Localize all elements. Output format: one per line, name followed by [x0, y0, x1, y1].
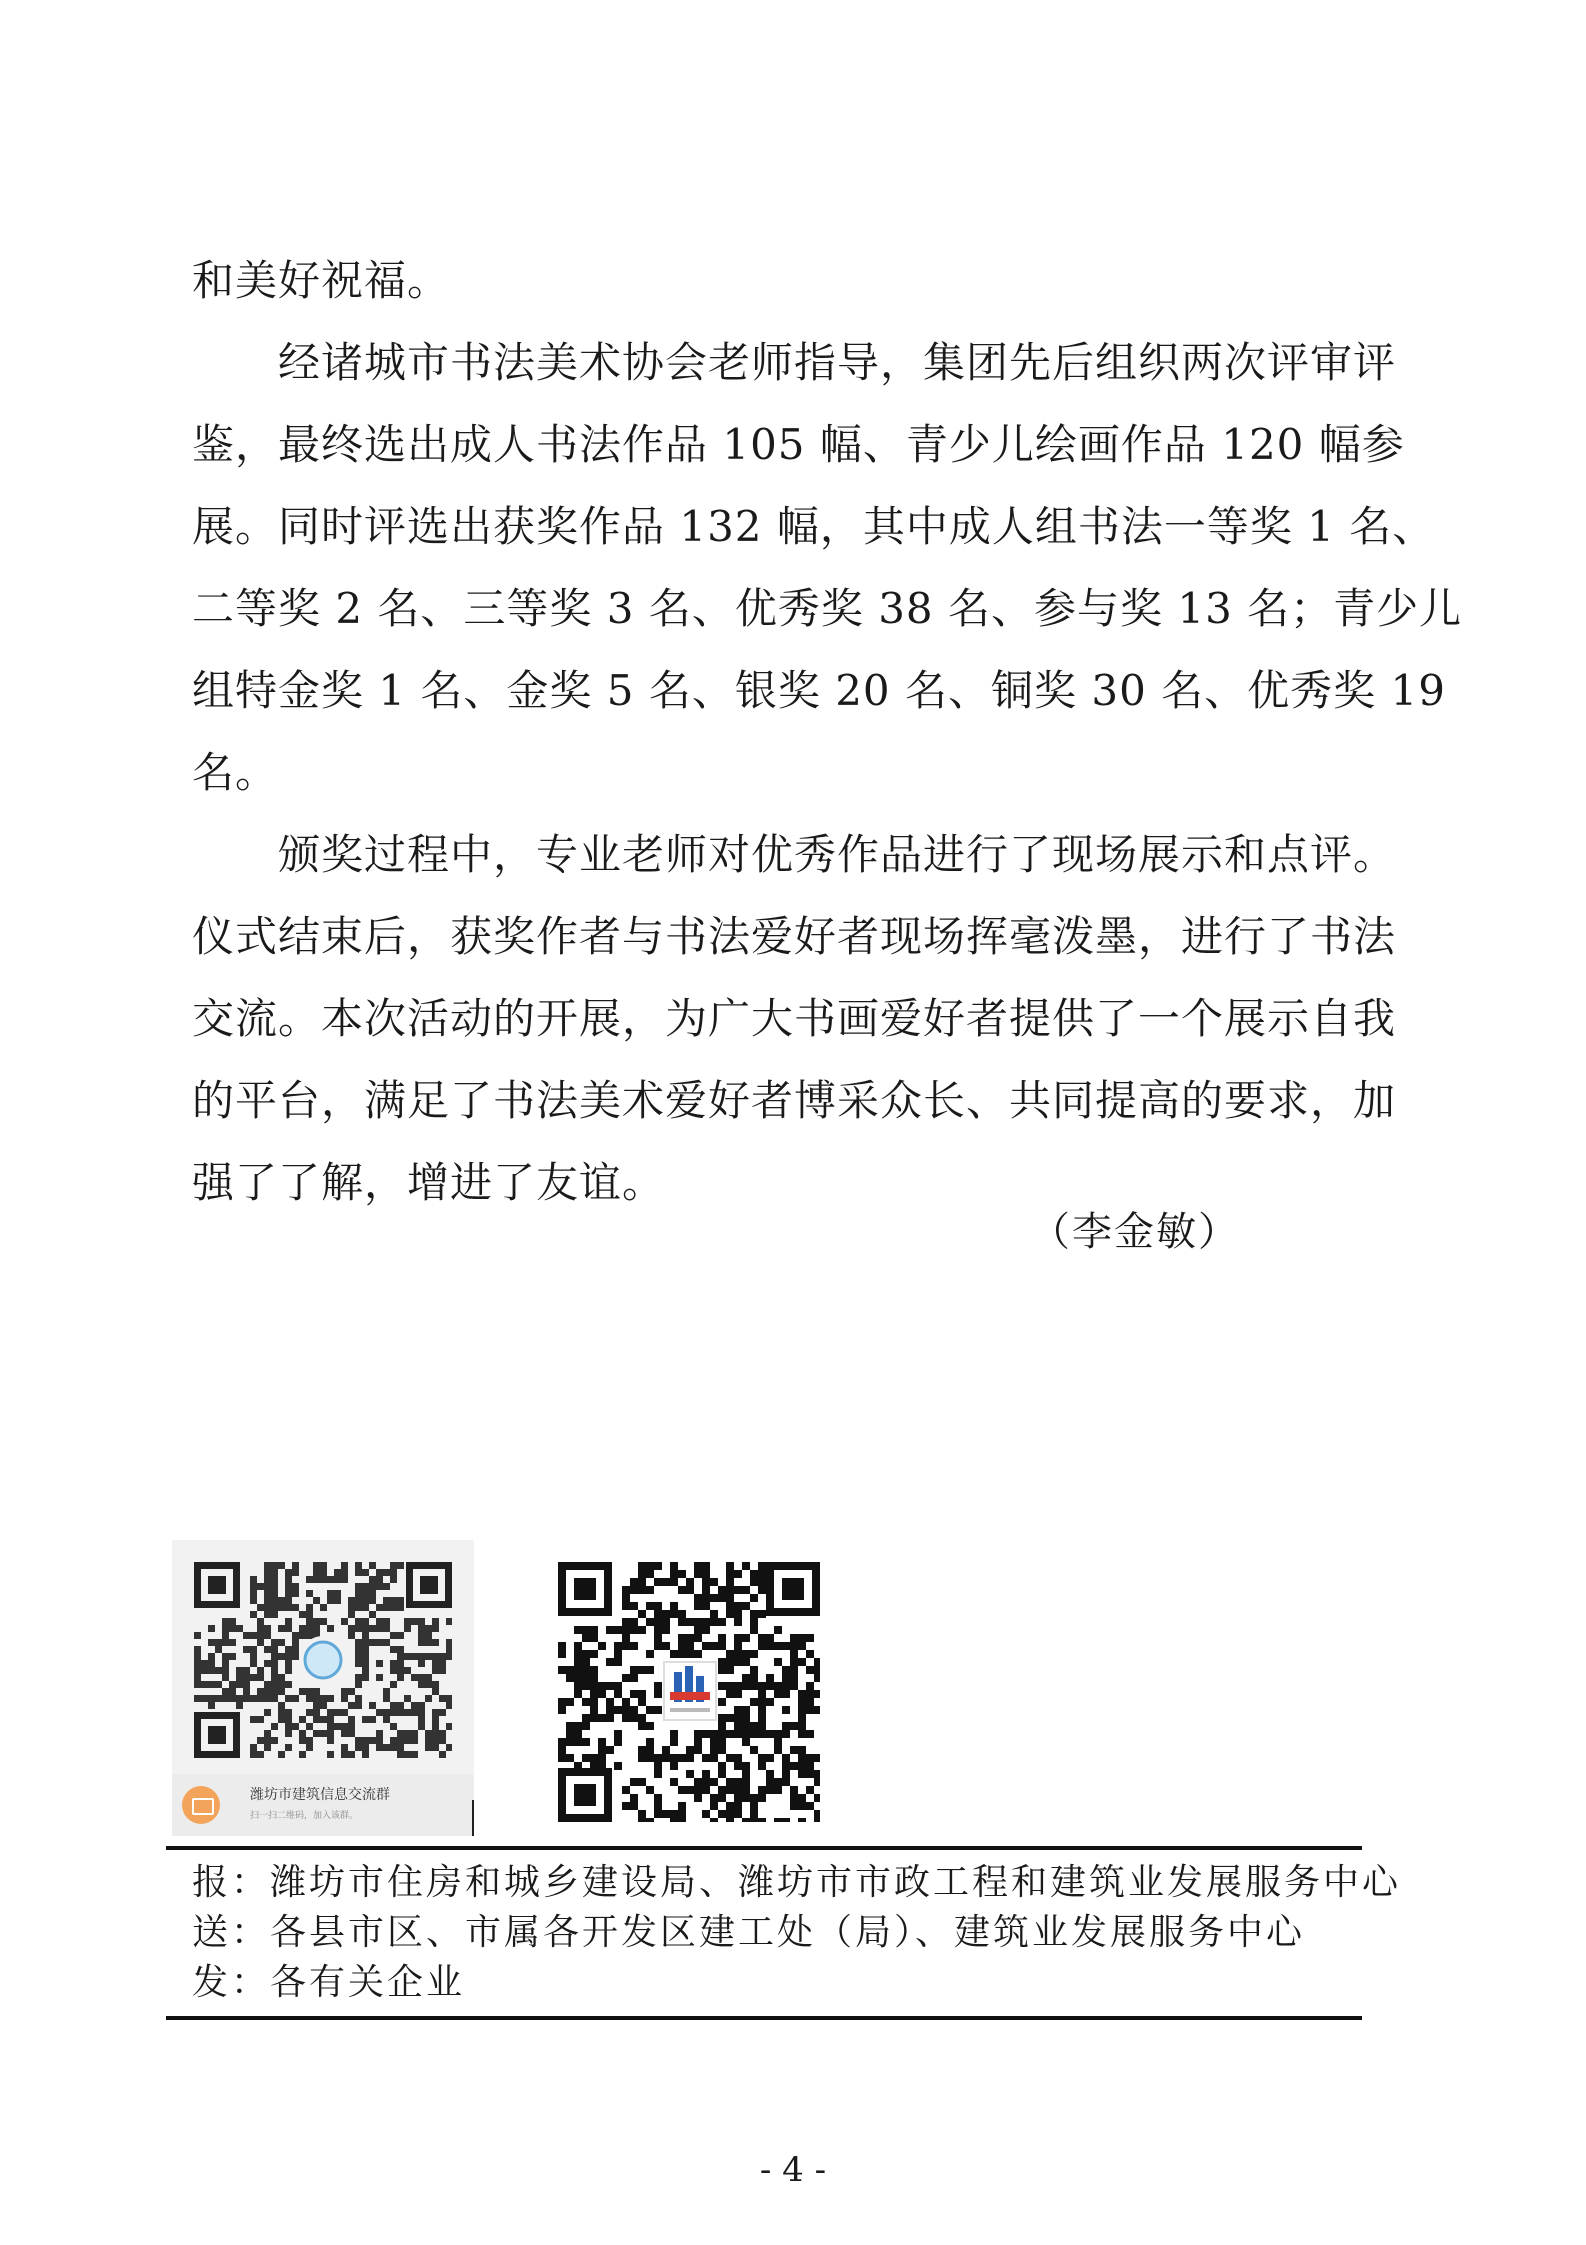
paragraph-line: 仪式结束后，获奖作者与书法爱好者现场挥毫泼墨，进行了书法 [192, 912, 1397, 961]
group-qr-code [194, 1562, 452, 1758]
divider [472, 1800, 474, 1836]
paragraph-line: 和美好祝福。 [192, 256, 451, 305]
paragraph-line: 经诸城市书法美术协会老师指导，集团先后组织两次评审评 [278, 338, 1397, 387]
group-hint: 扫一扫二维码，加入该群。 [250, 1810, 359, 1820]
briefcase-icon [182, 1786, 220, 1824]
article-body [192, 240, 1463, 1224]
send-to: 送：各县市区、市属各开发区建工处（局）、建筑业发展服务中心 [192, 1912, 1306, 1953]
group-name: 潍坊市建筑信息交流群 [250, 1786, 390, 1802]
author-signature: （李金敏） [1030, 1209, 1240, 1255]
paragraph-line: 名。 [192, 748, 279, 797]
page-number: - 4 - [759, 2150, 827, 2190]
distribution-list [192, 1858, 1402, 2008]
paragraph-line: 鉴，最终选出成人书法作品 105 幅、青少儿绘画作品 120 幅参 [192, 420, 1405, 469]
qr-group-card [172, 1540, 474, 1836]
issue-to: 发：各有关企业 [192, 1962, 466, 2003]
top-rule [166, 1846, 1362, 1850]
paragraph-line: 展。同时评选出获奖作品 132 幅，其中成人组书法一等奖 1 名、 [192, 502, 1436, 551]
paragraph-line: 二等奖 2 名、三等奖 3 名、优秀奖 38 名、参与奖 13 名；青少儿 [192, 584, 1463, 633]
paragraph-line: 组特金奖 1 名、金奖 5 名、银奖 20 名、铜奖 30 名、优秀奖 19 [192, 666, 1446, 715]
paragraph-line: 强了了解，增进了友谊。 [192, 1158, 666, 1207]
paragraph-line: 交流。本次活动的开展，为广大书画爱好者提供了一个展示自我 [192, 994, 1397, 1043]
report-to: 报：潍坊市住房和城乡建设局、潍坊市市政工程和建筑业发展服务中心 [192, 1862, 1402, 1903]
bottom-rule [166, 2016, 1362, 2020]
paragraph-line: 的平台，满足了书法美术爱好者博采众长、共同提高的要求，加 [192, 1076, 1397, 1125]
account-qr-code [558, 1562, 820, 1822]
group-info-bar [172, 1774, 474, 1836]
paragraph-line: 颁奖过程中，专业老师对优秀作品进行了现场展示和点评。 [278, 830, 1397, 879]
